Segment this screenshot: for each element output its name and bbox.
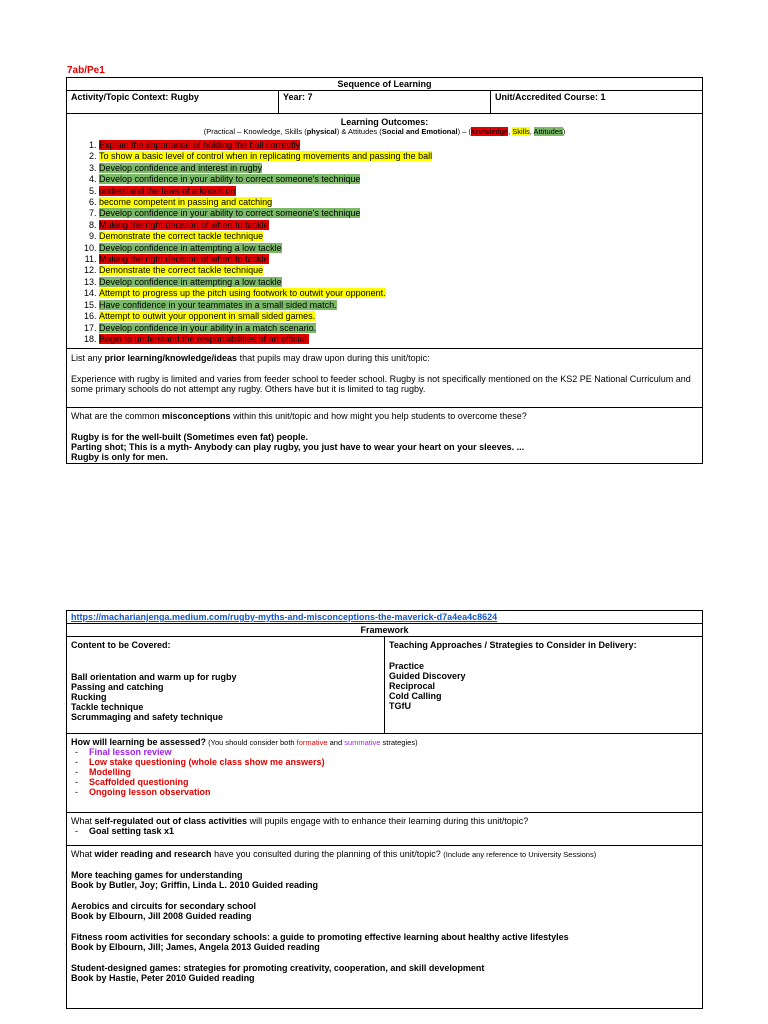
book-list — [71, 870, 698, 983]
assessment-item-text: Modelling — [89, 767, 131, 777]
self-regulated-item: - Goal setting task x1 — [89, 826, 698, 836]
book-entry — [71, 870, 698, 890]
book-reference: Book by Hastie, Peter 2010 Guided reading — [71, 973, 255, 983]
wider-reading-question: What wider reading and research have you consulted during the planning of this unit/topic? (Include any reference to University Sessions) — [71, 849, 597, 859]
wider-reading-cell — [67, 846, 703, 1009]
approach-items — [389, 661, 698, 711]
learning-outcome-item — [99, 254, 698, 265]
content-item: Passing and catching — [71, 682, 164, 692]
learning-outcome-item — [99, 151, 698, 162]
learning-outcome-text: Have confidence in your teammates in a small sided match. — [99, 299, 337, 310]
reference-link[interactable]: https://macharianjenga.medium.com/rugby-myths-and-misconceptions-the-maverick-d7a4ea4c8624 — [71, 612, 498, 622]
learning-outcome-item — [99, 186, 698, 197]
key-attitudes: Attitudes — [533, 127, 563, 136]
learning-outcome-item — [99, 208, 698, 219]
approaches-cell — [385, 637, 703, 734]
book-title: Fitness room activities for secondary schools: a guide to promoting effective learning about healthy active lifestyles — [71, 932, 569, 942]
self-regulated-list — [71, 826, 698, 836]
document-code: 7ab/Pe1 — [67, 65, 105, 76]
approaches-heading: Teaching Approaches / Strategies to Consider in Delivery: — [389, 640, 637, 650]
approach-item: Practice — [389, 661, 425, 671]
reference-link-cell — [67, 611, 703, 624]
learning-outcome-item — [99, 323, 698, 334]
content-heading: Content to be Covered: — [71, 640, 171, 650]
year-cell: Year: 7 — [279, 91, 491, 114]
assessment-item — [89, 747, 698, 757]
book-entry — [71, 963, 698, 983]
learning-outcome-text: Making the right decision of when to tackle — [99, 254, 269, 265]
misconception-line: Rugby is only for men. — [71, 452, 169, 463]
learning-outcome-item — [99, 334, 698, 345]
activity-cell: Activity/Topic Context: Rugby — [67, 91, 279, 114]
learning-outcome-item — [99, 300, 698, 311]
misconceptions-cell — [67, 408, 703, 464]
learning-outcome-text: Attempt to progress up the pitch using footwork to outwit your opponent. — [99, 288, 386, 299]
learning-outcome-item — [99, 174, 698, 185]
misconceptions-question: What are the common misconceptions within this unit/topic and how might you help students to overcome these? — [71, 411, 527, 422]
approach-item: Cold Calling — [389, 691, 442, 701]
approach-item: TGfU — [389, 701, 411, 711]
misconception-line: Parting shot; This is a myth- Anybody can play rugby, you just have to wear your heart on your sleeves. ... — [71, 442, 525, 453]
learning-outcome-item — [99, 288, 698, 299]
learning-outcome-text: To show a basic level of control when in replicating movements and passing the ball — [99, 151, 433, 162]
learning-outcome-text: Develop confidence in your ability to correct someone's technique — [99, 208, 361, 219]
assessment-cell — [67, 734, 703, 813]
learning-outcome-item — [99, 140, 698, 151]
learning-outcome-text: Demonstrate the correct tackle technique — [99, 231, 264, 242]
outcomes-subtitle: (Practical – Knowledge, Skills (physical) & Attitudes (Social and Emotional) – (Knowledge, Skills, Attitudes) — [203, 127, 566, 136]
misconceptions-answers — [71, 432, 698, 462]
book-entry — [71, 901, 698, 921]
content-item: Tackle technique — [71, 702, 144, 712]
learning-outcome-item — [99, 197, 698, 208]
key-knowledge: Knowledge — [470, 127, 509, 136]
assessment-item-text: Low stake questioning (whole class show me answers) — [89, 757, 325, 767]
prior-learning-answer: Experience with rugby is limited and varies from feeder school to feeder school. Rugby is not specifically mentioned on the KS2 PE National Curriculum and some primary schools do not attempt any rugby. Others have but it is limited to tag rugby. — [71, 374, 691, 395]
assessment-item — [89, 767, 698, 777]
framework-title: Framework — [67, 624, 703, 637]
outcomes-title: Learning Outcomes: — [340, 117, 429, 127]
book-entry — [71, 932, 698, 952]
book-reference: Book by Elbourn, Jill 2008 Guided reading — [71, 911, 252, 921]
learning-outcome-item — [99, 231, 698, 242]
learning-outcome-text: Attempt to outwit your opponent in small sided games. — [99, 311, 316, 322]
assessment-list — [71, 747, 698, 797]
book-reference: Book by Butler, Joy; Griffin, Linda L. 2010 Guided reading — [71, 880, 319, 890]
content-item: Rucking — [71, 692, 107, 702]
approach-item: Guided Discovery — [389, 671, 466, 681]
assessment-item — [89, 757, 698, 767]
assessment-item-text: Ongoing lesson observation — [89, 787, 211, 797]
content-item: Scrummaging and safety technique — [71, 712, 224, 722]
book-reference: Book by Elbourn, Jill; James, Angela 2013 Guided reading — [71, 942, 320, 952]
learning-outcome-text: Begin to understand the responsibilities of an official. — [99, 333, 309, 344]
assessment-item — [89, 777, 698, 787]
learning-outcome-text: Develop confidence in your ability in a match scenario. — [99, 322, 317, 333]
content-item: Ball orientation and warm up for rugby — [71, 672, 237, 682]
sequence-title: Sequence of Learning — [67, 78, 703, 91]
book-title: More teaching games for understanding — [71, 870, 243, 880]
unit-cell: Unit/Accredited Course: 1 — [491, 91, 703, 114]
learning-outcome-item — [99, 220, 698, 231]
prior-learning-question: List any prior learning/knowledge/ideas that pupils may draw upon during this unit/topic: — [71, 353, 430, 364]
learning-outcome-text: Making the right decision of when to tackle — [99, 219, 269, 230]
learning-outcome-text: Develop confidence and interest in rugby — [99, 162, 263, 173]
learning-outcome-text: Explain the importance of holding the ball correctly — [99, 140, 301, 150]
learning-outcome-item — [99, 311, 698, 322]
learning-outcome-text: become competent in passing and catching — [99, 197, 273, 208]
learning-outcomes-cell — [67, 114, 703, 349]
assessment-question: How will learning be assessed? (You should consider both formative and summative strategies) — [71, 737, 418, 747]
key-skills: Skills — [512, 127, 530, 136]
learning-outcome-text: Develop confidence in your ability to correct someone's technique — [99, 174, 361, 185]
self-regulated-cell — [67, 813, 703, 846]
assessment-item-text: Scaffolded questioning — [89, 777, 189, 787]
learning-outcome-text: understand the laws of a knock on — [99, 185, 236, 196]
framework-table — [66, 610, 703, 1009]
learning-outcome-text: Develop confidence in attempting a low tackle — [99, 242, 282, 253]
self-regulated-question: What self-regulated out of class activities will pupils engage with to enhance their learning during this unit/topic? — [71, 816, 529, 826]
learning-outcome-item — [99, 265, 698, 276]
assessment-item — [89, 787, 698, 797]
book-title: Student-designed games: strategies for promoting creativity, cooperation, and skill development — [71, 963, 485, 973]
learning-outcome-item — [99, 163, 698, 174]
assessment-item-text: Final lesson review — [89, 747, 172, 757]
book-title: Aerobics and circuits for secondary school — [71, 901, 257, 911]
learning-outcome-item — [99, 277, 698, 288]
content-items — [71, 672, 380, 722]
learning-outcome-text: Demonstrate the correct tackle technique — [99, 265, 264, 276]
content-cell — [67, 637, 385, 734]
learning-outcome-item — [99, 243, 698, 254]
learning-outcome-text: Develop confidence in attempting a low tackle — [99, 276, 282, 287]
prior-learning-cell — [67, 349, 703, 408]
misconception-line: Rugby is for the well-built (Sometimes even fat) people. — [71, 432, 309, 443]
sequence-of-learning-table — [66, 77, 703, 464]
outcomes-list — [71, 140, 698, 345]
approach-item: Reciprocal — [389, 681, 436, 691]
